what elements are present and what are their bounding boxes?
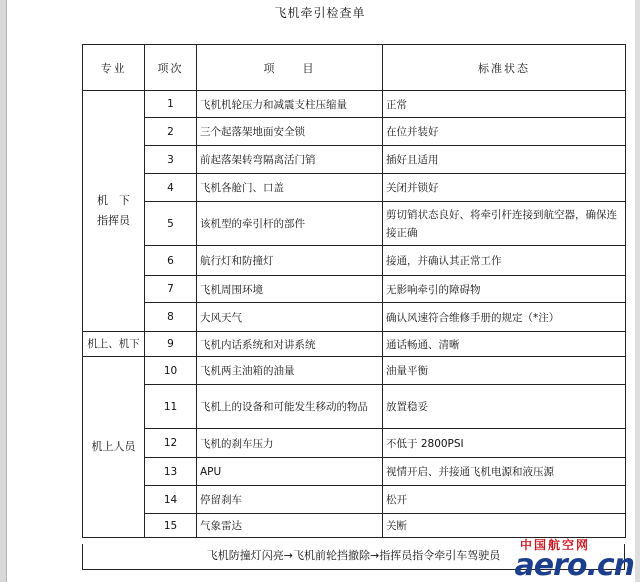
group-label-line2: 指挥员: [97, 214, 130, 227]
group-ground-commander: [83, 91, 145, 332]
standard-text: 插好且适用: [383, 146, 626, 174]
item-no: 1: [145, 91, 197, 118]
standard-text: 视情开启、并接通飞机电源和液压源: [383, 458, 626, 486]
table-row: [83, 458, 626, 486]
item-no: 2: [145, 118, 197, 146]
header-row: [83, 45, 626, 91]
table-row: [83, 91, 626, 118]
item-text: APU: [197, 458, 383, 486]
standard-text: 确认风速符合维修手册的规定（*注）: [383, 303, 626, 332]
item-no: 13: [145, 458, 197, 486]
table-row: [83, 174, 626, 202]
item-no: 6: [145, 246, 197, 276]
standard-text: 松开: [383, 486, 626, 514]
group-both: 机上、机下: [83, 332, 145, 357]
watermark-logo: aero.cn: [514, 548, 634, 583]
item-text: 飞机机轮压力和减震支柱压缩量: [197, 91, 383, 118]
table-row: [83, 246, 626, 276]
standard-text: 关闭并锁好: [383, 174, 626, 202]
item-no: 4: [145, 174, 197, 202]
header-item-no: 项次: [145, 45, 197, 91]
header-standard: 标准状态: [383, 45, 626, 91]
watermark-cn-text: 中国航空网: [519, 538, 590, 552]
table-row: [83, 357, 626, 385]
table-row: [83, 332, 626, 357]
header-item: 项 目: [197, 45, 383, 91]
standard-text: 放置稳妥: [383, 385, 626, 429]
standard-text: 关断: [383, 514, 626, 538]
item-text: 三个起落架地面安全锁: [197, 118, 383, 146]
table-row: [83, 514, 626, 538]
watermark: [492, 536, 634, 582]
table-row: [83, 303, 626, 332]
checklist-table: [82, 44, 626, 538]
table-row: [83, 146, 626, 174]
table-row: [83, 202, 626, 246]
table-row: [83, 118, 626, 146]
standard-text: 剪切销状态良好、将牵引杆连接到航空器，确保连接正确: [383, 202, 626, 246]
item-no: 14: [145, 486, 197, 514]
table-row: [83, 276, 626, 303]
item-no: 3: [145, 146, 197, 174]
item-no: 10: [145, 357, 197, 385]
item-no: 8: [145, 303, 197, 332]
standard-text: 不低于 2800PSI: [383, 429, 626, 458]
standard-text: 无影响牵引的障碍物: [383, 276, 626, 303]
standard-text: 接通，并确认其正常工作: [383, 246, 626, 276]
footer-procedure: 飞机防撞灯闪亮→飞机前轮挡撤除→指挥员指令牵引车驾驶员: [82, 544, 625, 570]
group-onboard: 机上人员: [83, 357, 145, 538]
standard-text: 在位并装好: [383, 118, 626, 146]
header-specialty: 专业: [83, 45, 145, 91]
item-text: 航行灯和防撞灯: [197, 246, 383, 276]
item-no: 7: [145, 276, 197, 303]
item-text: 飞机上的设备和可能发生移动的物品: [197, 385, 383, 429]
item-text: 飞机周围环境: [197, 276, 383, 303]
item-text: 前起落架转弯隔离活门销: [197, 146, 383, 174]
table-row: [83, 385, 626, 429]
table-row: [83, 429, 626, 458]
item-text: 该机型的牵引杆的部件: [197, 202, 383, 246]
item-text: 停留刹车: [197, 486, 383, 514]
scan-edge-line: [6, 0, 7, 582]
item-text: 飞机内话系统和对讲系统: [197, 332, 383, 357]
table-row: [83, 486, 626, 514]
item-text: 飞机两主油箱的油量: [197, 357, 383, 385]
item-no: 9: [145, 332, 197, 357]
item-text: 飞机各舱门、口盖: [197, 174, 383, 202]
document-title: 飞机牵引检查单: [274, 6, 366, 20]
standard-text: 油量平衡: [383, 357, 626, 385]
item-no: 12: [145, 429, 197, 458]
item-no: 15: [145, 514, 197, 538]
item-no: 5: [145, 202, 197, 246]
scan-edge-right: [635, 0, 640, 582]
group-label-line1: 机 下: [97, 194, 130, 207]
item-text: 大风天气: [197, 303, 383, 332]
item-text: 飞机的刹车压力: [197, 429, 383, 458]
item-text: 气象雷达: [197, 514, 383, 538]
standard-text: 通话畅通、清晰: [383, 332, 626, 357]
standard-text: 正常: [383, 91, 626, 118]
item-no: 11: [145, 385, 197, 429]
